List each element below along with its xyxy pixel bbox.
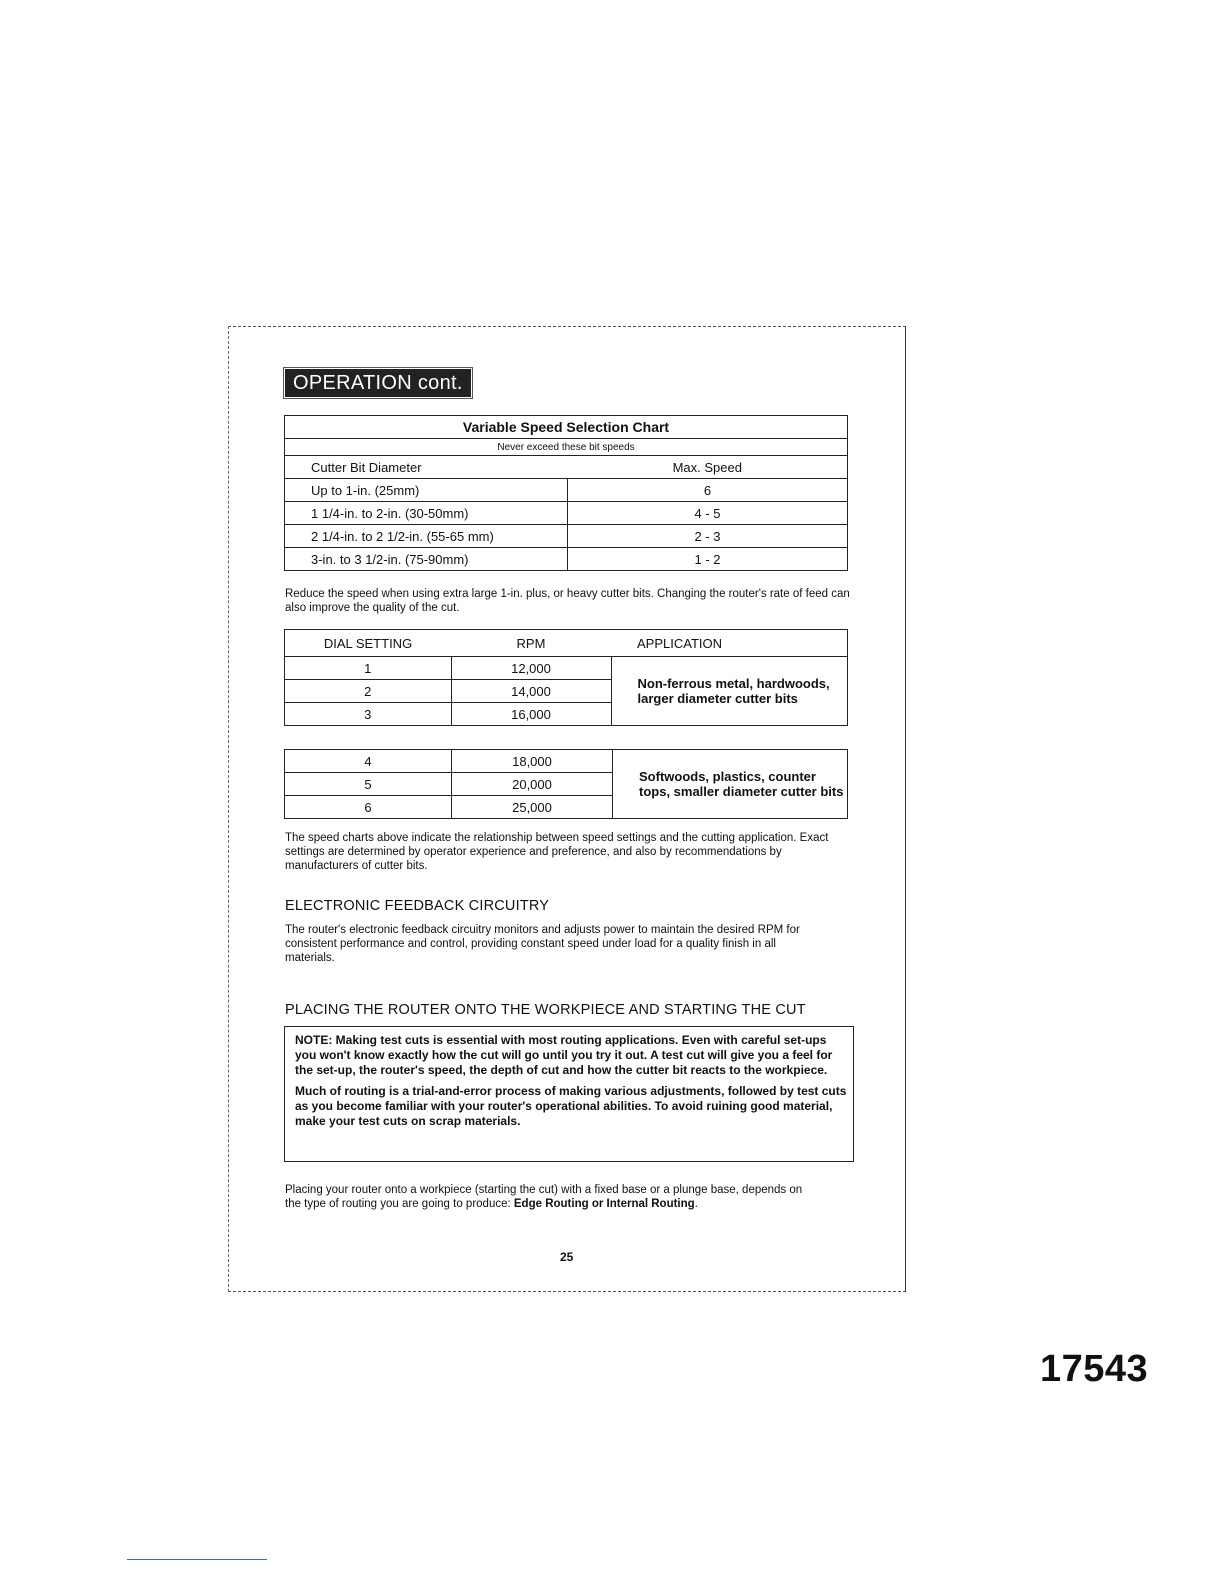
col-cutter-diameter: Cutter Bit Diameter	[285, 456, 568, 479]
feedback-body: The router's electronic feedback circuitry monitors and adjusts power to maintain the desired RPM for consistent performance and control, providing constant speed under load for a quality finish in all materials.	[285, 924, 800, 964]
rpm-cell: 25,000	[452, 796, 613, 819]
rpm-chart-high	[284, 749, 848, 819]
note-box	[284, 1026, 854, 1162]
speed-chart-title: Variable Speed Selection Chart	[285, 416, 848, 439]
diameter-cell: Up to 1-in. (25mm)	[285, 479, 568, 502]
speed-chart-subtitle: Never exceed these bit speeds	[285, 439, 848, 456]
note-paragraph-2: Much of routing is a trial-and-error process of making various adjustments, followed by test cuts as you become familiar with your router's operational abilities. To avoid ruining good material, make your test cuts on scrap materials.	[295, 1084, 847, 1128]
application-cell: Softwoods, plastics, counter tops, smaller diameter cutter bits	[613, 750, 848, 819]
dial-cell: 4	[285, 750, 452, 773]
rpm-cell: 12,000	[451, 657, 611, 680]
rpm-cell: 16,000	[451, 703, 611, 726]
speed-cell: 4 - 5	[568, 502, 848, 525]
speed-cell: 2 - 3	[568, 525, 848, 548]
speed-note: Reduce the speed when using extra large 1-in. plus, or heavy cutter bits. Changing the router's rate of feed can also improve the quality of the cut.	[285, 588, 850, 614]
rpm-cell: 20,000	[452, 773, 613, 796]
dial-cell: 1	[285, 657, 452, 680]
application-cell: Non-ferrous metal, hardwoods, larger diameter cutter bits	[611, 657, 848, 726]
col-dial-setting: DIAL SETTING	[285, 630, 452, 657]
dial-cell: 5	[285, 773, 452, 796]
page-number: 25	[560, 1250, 574, 1264]
table-row	[285, 657, 848, 680]
dial-cell: 2	[285, 680, 452, 703]
placing-body-text: Placing your router onto a workpiece (starting the cut) with a fixed base or a plunge base, depends on the type of routing you are going to produce:	[285, 1184, 803, 1210]
table-row	[285, 479, 848, 502]
col-rpm: RPM	[451, 630, 611, 657]
dial-cell: 6	[285, 796, 452, 819]
diameter-cell: 2 1/4-in. to 2 1/2-in. (55-65 mm)	[285, 525, 568, 548]
table-row	[285, 525, 848, 548]
placing-title: PLACING THE ROUTER ONTO THE WORKPIECE AND STARTING THE CUT	[285, 1002, 806, 1018]
speed-selection-chart	[284, 415, 848, 571]
rpm-note: The speed charts above indicate the relationship between speed settings and the cutting application. Exact settings are determined by operator experience and preference, and also by recommendations by manufacturers of cutter bits.	[285, 832, 829, 872]
speed-cell: 1 - 2	[568, 548, 848, 571]
table-row	[285, 502, 848, 525]
placing-body-bold: Edge Routing or Internal Routing	[513, 1198, 695, 1210]
speed-cell: 6	[568, 479, 848, 502]
dial-cell: 3	[285, 703, 452, 726]
table-row	[285, 548, 848, 571]
table-row	[285, 750, 848, 773]
col-max-speed: Max. Speed	[568, 456, 848, 479]
placing-body-end: .	[694, 1198, 698, 1210]
diameter-cell: 3-in. to 3 1/2-in. (75-90mm)	[285, 548, 568, 571]
document-number: 17543	[1040, 1348, 1149, 1390]
col-application: APPLICATION	[611, 630, 848, 657]
footer-rule	[127, 1559, 267, 1560]
rpm-cell: 14,000	[451, 680, 611, 703]
rpm-cell: 18,000	[452, 750, 613, 773]
section-badge: OPERATION cont.	[285, 369, 471, 397]
rpm-chart-low	[284, 629, 848, 726]
placing-body	[285, 1183, 810, 1211]
note-paragraph-1: NOTE: Making test cuts is essential with most routing applications. Even with careful set-ups you won't know exactly how the cut will go until you try it out. A test cut will give you a feel for the set-up, the router's speed, the depth of cut and how the cutter bit reacts to the workpiece.	[295, 1033, 833, 1077]
feedback-title: ELECTRONIC FEEDBACK CIRCUITRY	[285, 898, 550, 914]
diameter-cell: 1 1/4-in. to 2-in. (30-50mm)	[285, 502, 568, 525]
